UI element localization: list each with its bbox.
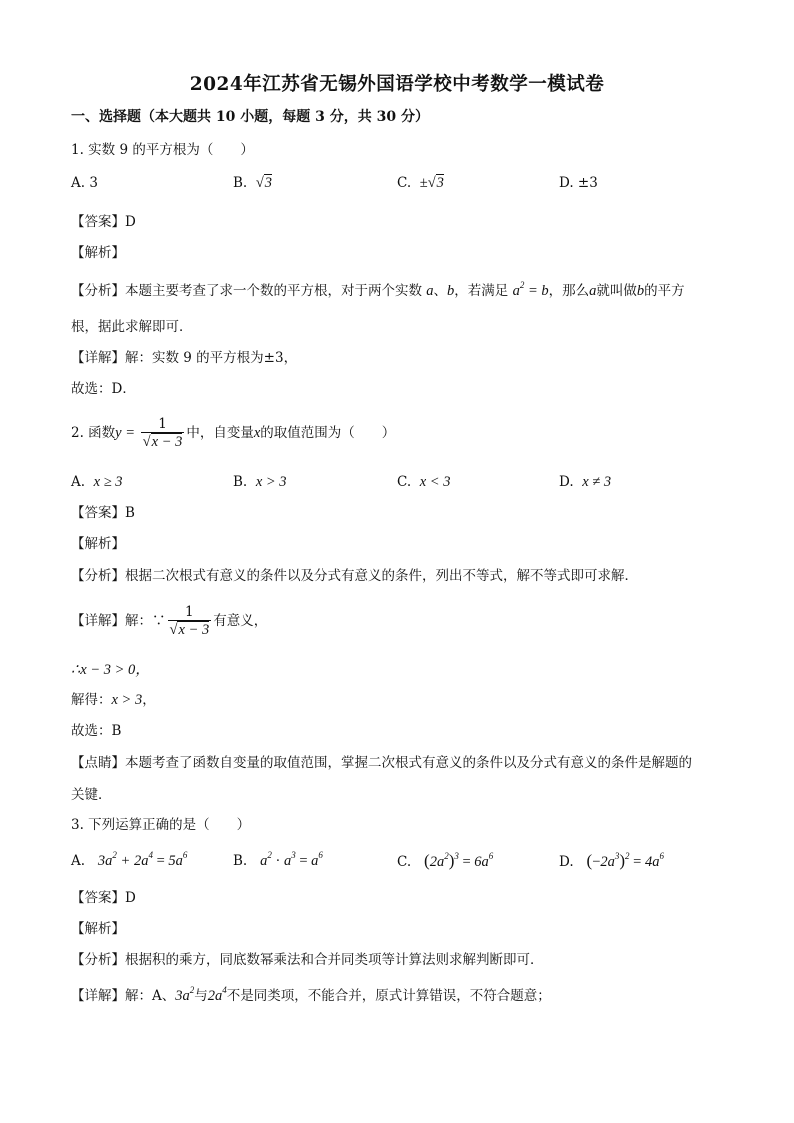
q2-option-b-label: B. (233, 474, 248, 490)
q3-option-b-label: B. (233, 853, 248, 869)
q2-stem-pre: 2. 函数 (71, 425, 116, 441)
q2-detail-pre: 【详解】解：∵ (71, 613, 166, 629)
q3-option-c-label: C. (397, 854, 412, 870)
question-1-stem: 1. 实数 9 的平方根为（ ） (71, 142, 254, 158)
q2-detail-numerator: 1 (185, 604, 194, 620)
q1-option-a: A. 3 (71, 175, 98, 191)
q1-option-c-radicand: 3 (436, 175, 444, 191)
q3-detail-term2-exp: 4 (222, 985, 227, 995)
q2-step-1-math: ∴x − 3 > 0， (71, 662, 150, 678)
q1-option-b-label: B. (233, 175, 248, 191)
q2-option-b-math: x > 3 (255, 474, 287, 490)
q2-step-2 (71, 690, 156, 710)
q2-stem-y: y = (115, 425, 139, 441)
q1-analysis-text-2: ，若满足 (454, 283, 509, 299)
q1-analysis-text-4: 就叫做 (596, 283, 637, 299)
q3-detail-mid: 与 (194, 988, 208, 1004)
q1-eq-exp: 2 (519, 280, 525, 290)
q2-frac-numerator: 1 (158, 416, 167, 432)
q2-step-2-math: x > 3 (111, 692, 143, 708)
q1-option-c: C. ±√3 (397, 175, 444, 191)
q1-sep: 、 (433, 283, 448, 299)
q2-option-a (71, 472, 123, 492)
q3-detail-term1-exp: 2 (189, 985, 195, 995)
q2-remark-line2: 关键． (71, 787, 112, 803)
q3-answer: 【答案】D (71, 890, 136, 906)
q1-choice: 故选：D． (71, 381, 136, 397)
q3-detail-term1: 3a (175, 988, 190, 1004)
q1-eq-base: a (512, 283, 520, 299)
q2-step-2-post: ， (142, 692, 156, 708)
q1-detail: 【详解】解：实数 9 的平方根为±3， (71, 350, 298, 366)
q2-stem-x: x (253, 425, 261, 441)
q1-analysis-text-3: ，那么 (548, 283, 590, 299)
q1-var-b2: b (636, 283, 645, 299)
page-title: 2024年江苏省无锡外国语学校中考数学一模试卷 (189, 74, 605, 95)
q2-option-c-math: x < 3 (419, 474, 451, 490)
q3-option-c: C. $(2a^2)^3 = 6a^6$ (397, 851, 494, 870)
q1-var-b: b (447, 283, 455, 299)
q3-option-d: D. $(-2a^3)^2 = 4a^6$ (559, 851, 664, 870)
q1-option-b: B. √3 (233, 175, 273, 191)
q1-answer: 【答案】D (71, 214, 136, 230)
section-heading: 一、选择题（本大题共 10 小题，每题 3 分，共 30 分） (71, 109, 429, 125)
q2-option-d-label: D. (559, 474, 574, 490)
q2-option-a-label: A. (71, 474, 86, 490)
q2-option-b (233, 472, 287, 492)
q3-detail-term2: 2a (207, 988, 223, 1004)
q2-step-2-pre: 解得： (71, 692, 112, 708)
q2-jiexi: 【解析】 (71, 536, 125, 552)
q3-option-b: B. $a^2 \cdot a^3 = a^6$ (233, 850, 323, 869)
q2-step-1 (71, 660, 150, 680)
q1-var-a2: a (589, 283, 597, 299)
q2-detail-denominator: x − 3 (178, 622, 210, 638)
q1-eq-rest: = b (524, 283, 549, 299)
q3-detail (71, 986, 551, 1006)
q1-option-c-label: C. (397, 175, 412, 191)
q1-analysis-text-1: 【分析】本题主要考查了求一个数的平方根，对于两个实数 (71, 283, 422, 299)
question-3-stem: 3. 下列运算正确的是（ ） (71, 817, 251, 833)
q1-jiexi: 【解析】 (71, 245, 125, 261)
q1-option-d: D. ±3 (559, 175, 598, 191)
q2-stem-post: 的取值范围为（ ） (260, 425, 396, 441)
q2-detail: 【详解】解：∵ $\frac{1}{√x - 3}$ 有意义， (71, 604, 268, 638)
q2-choice: 故选：B (71, 723, 122, 739)
q3-option-a-label: A. (71, 853, 86, 869)
q2-analysis: 【分析】根据二次根式有意义的条件以及分式有意义的条件，列出不等式，解不等式即可求解． (71, 568, 638, 584)
q2-remark-line1: 【点睛】本题考查了函数自变量的取值范围，掌握二次根式有意义的条件以及分式有意义的条件是解题的 (71, 755, 692, 771)
q3-option-d-label: D. (559, 854, 574, 870)
q2-option-d (559, 472, 611, 492)
q2-frac-denominator: x − 3 (151, 434, 183, 450)
q3-analysis: 【分析】根据积的乘方，同底数幂乘法和合并同类项等计算法则求解判断即可． (71, 952, 544, 968)
q1-analysis-line2: 根，据此求解即可． (71, 319, 193, 335)
q1-analysis (71, 281, 685, 301)
q3-detail-post: 不是同类项，不能合并，原式计算错误，不符合题意； (226, 988, 551, 1004)
question-2-stem: 2. 函数y = $\frac{1}{√x - 3}$ 中，自变量x的取值范围为（ ） (71, 416, 396, 450)
q1-var-a: a (426, 283, 434, 299)
q2-detail-post: 有意义， (213, 613, 268, 629)
q2-option-c (397, 472, 450, 492)
q3-detail-pre: 【详解】解：A、 (71, 988, 176, 1004)
q2-option-d-math: x ≠ 3 (582, 474, 612, 490)
q1-analysis-text-5: 的平方 (644, 283, 685, 299)
q2-option-c-label: C. (397, 474, 412, 490)
q3-option-a: A. $3a^2 + 2a^4 = 5a^6$ (71, 850, 188, 869)
q1-option-b-radicand: 3 (264, 175, 273, 191)
q2-option-a-math: x ≥ 3 (93, 474, 123, 490)
q2-answer: 【答案】B (71, 505, 135, 521)
q2-stem-mid: 中，自变量 (186, 425, 254, 441)
q1-option-c-pm: ± (419, 175, 428, 191)
q3-jiexi: 【解析】 (71, 921, 125, 937)
